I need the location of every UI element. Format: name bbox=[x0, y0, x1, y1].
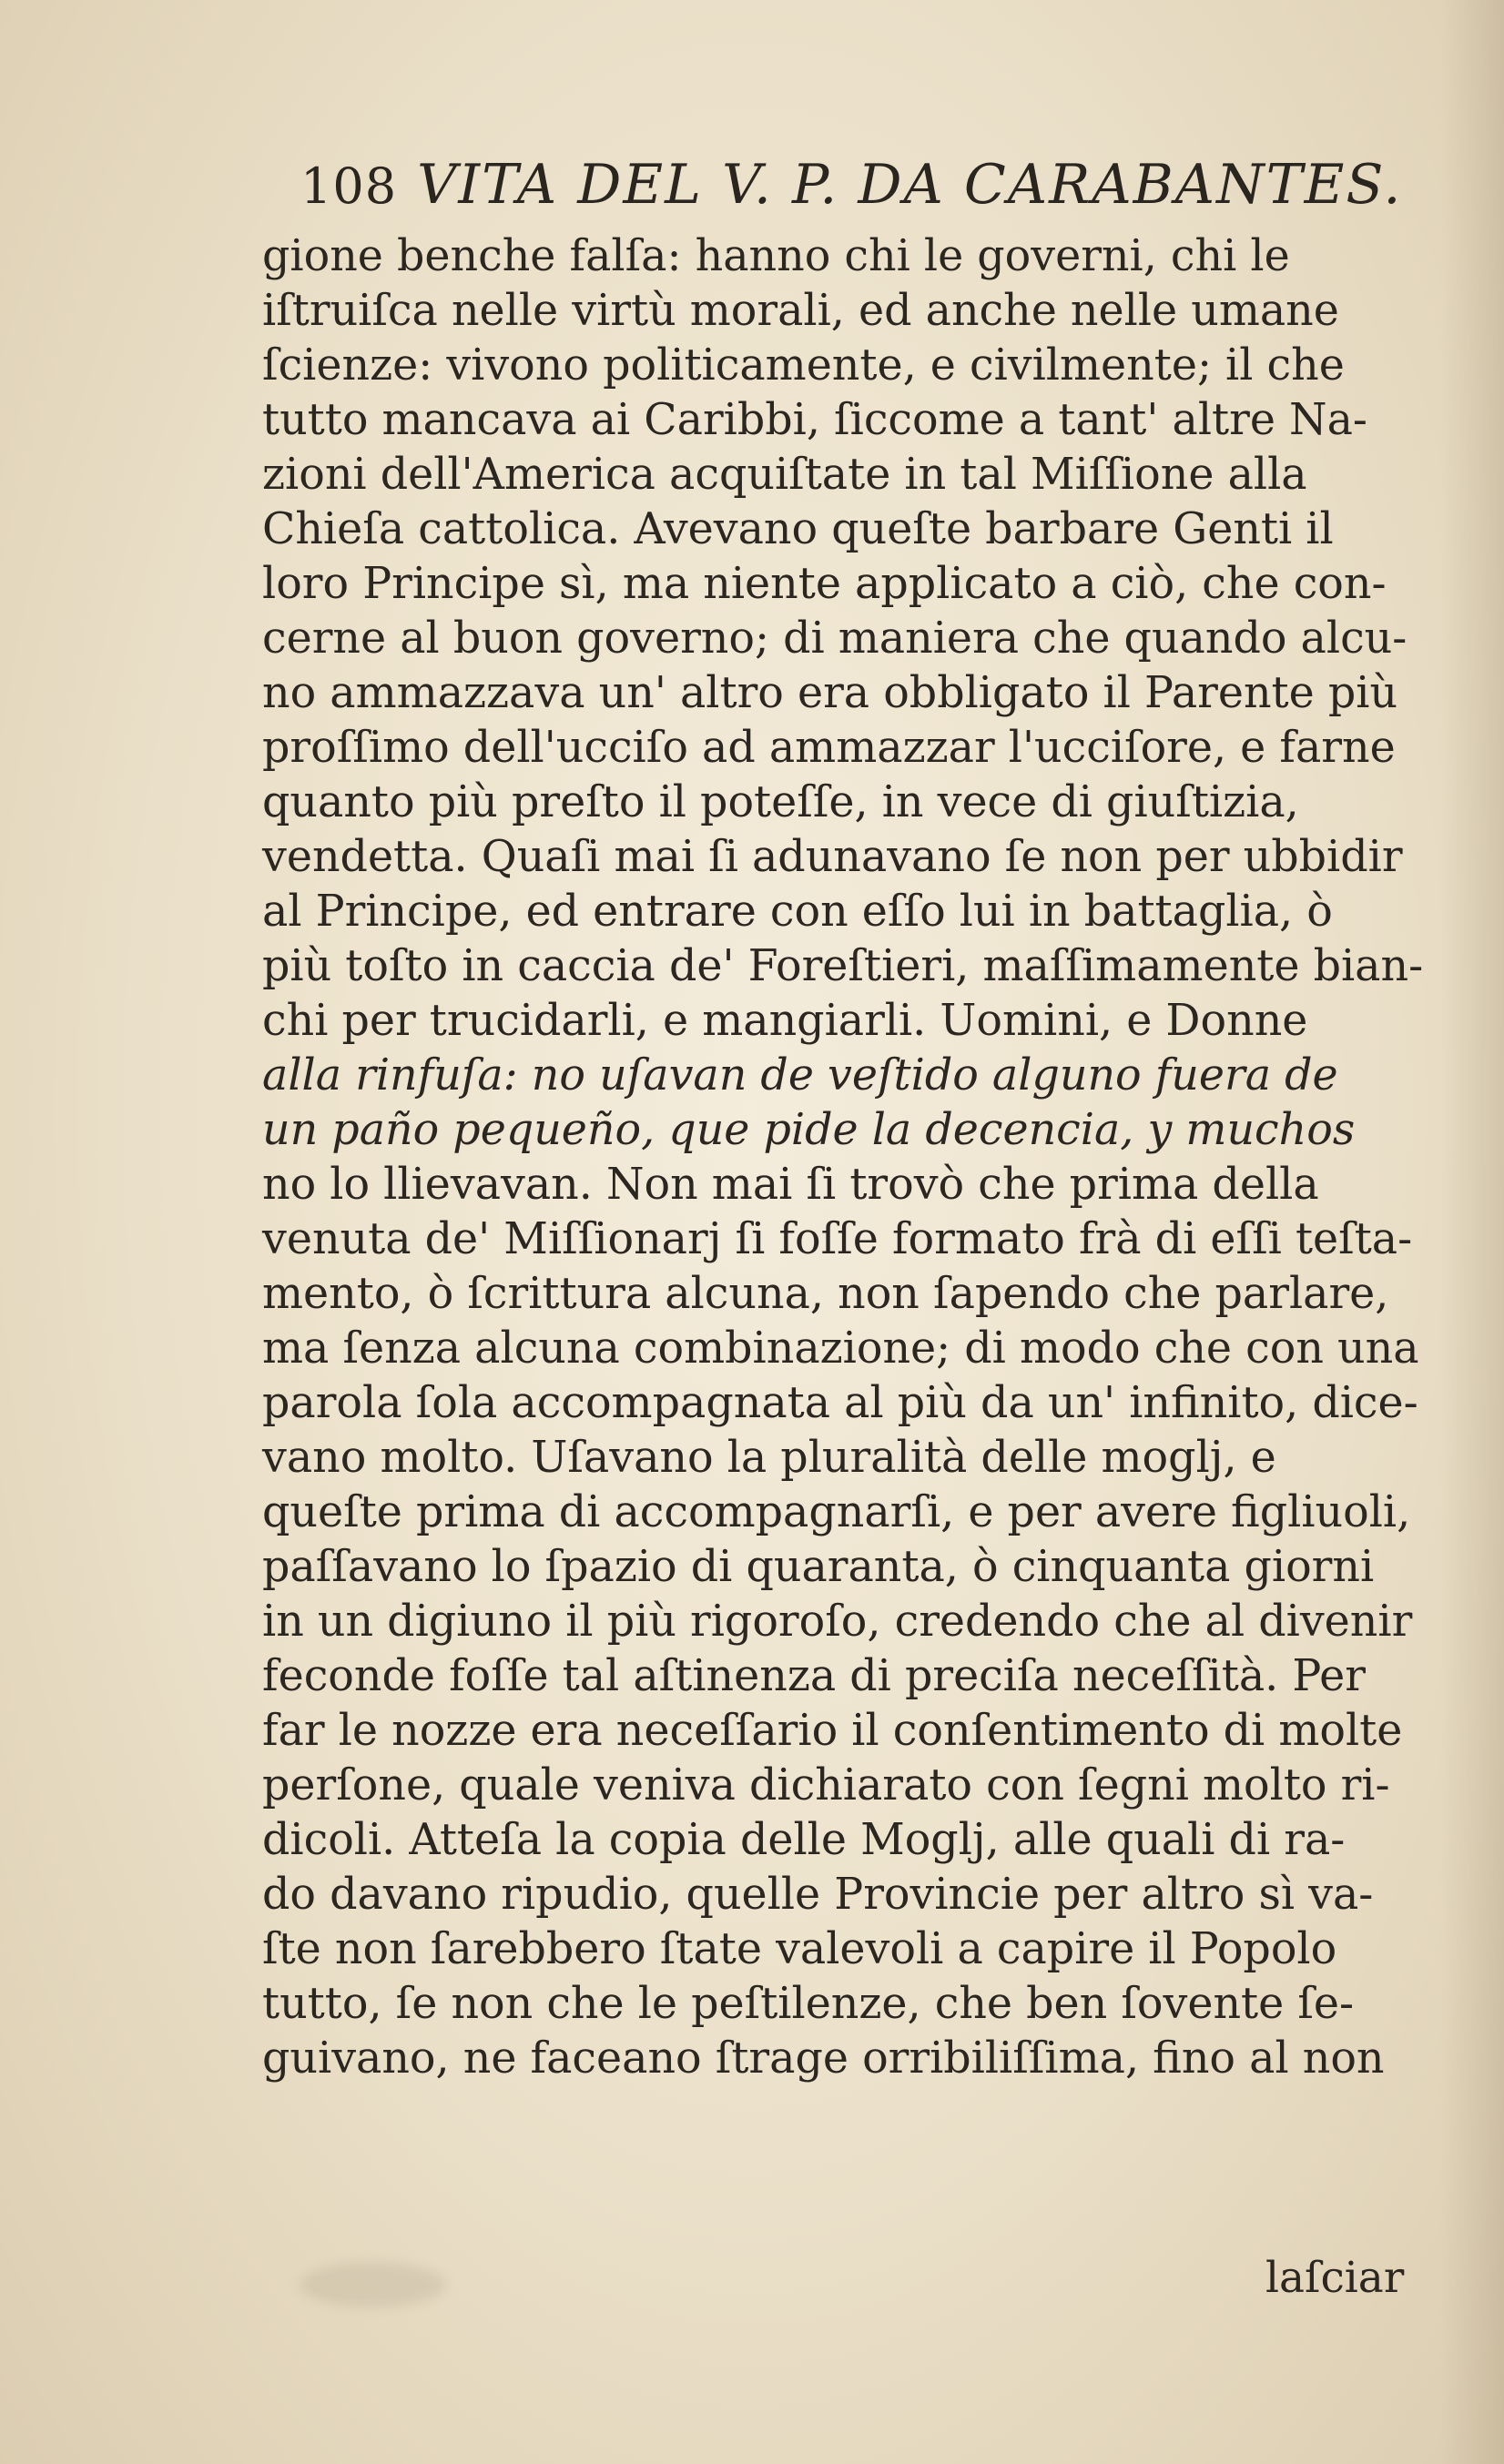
text-line: zioni dell'America acquiſtate in tal Miſſione alla bbox=[262, 450, 1307, 500]
text-line: più toſto in caccia de' Foreſtieri, maſſimamente bian- bbox=[262, 941, 1424, 991]
running-title: VITA DEL V. P. DA CARABANTES. bbox=[417, 153, 1403, 217]
text-line: Chieſa cattolica. Avevano queſte barbare Genti il bbox=[262, 504, 1334, 554]
text-line: quanto più preſto il poteſſe, in vece di giuſtizia, bbox=[262, 777, 1299, 827]
text-line: perſone, quale veniva dichiarato con ſegni molto ri- bbox=[262, 1760, 1390, 1810]
text-line: tutto mancava ai Caribbi, ſiccome a tant' altre Na- bbox=[262, 395, 1367, 445]
text-line: iſtruiſca nelle virtù morali, ed anche nelle umane bbox=[262, 286, 1339, 336]
text-line: in un digiuno il più rigoroſo, credendo che al divenir bbox=[262, 1597, 1413, 1647]
text-line: ma ſenza alcuna combinazione; di modo che con una bbox=[262, 1323, 1419, 1374]
text-line: venuta de' Miſſionarj ſi foſſe formato frà di eſſi teſta- bbox=[262, 1214, 1413, 1264]
text-line: tutto, ſe non che le peſtilenze, che ben ſovente ſe- bbox=[262, 1979, 1355, 2029]
text-line: no lo llievavan. Non mai ſi trovò che prima della bbox=[262, 1160, 1319, 1210]
text-line: chi per trucidarli, e mangiarli. Uomini, e Donne bbox=[262, 996, 1308, 1046]
text-line: mento, ò ſcrittura alcuna, non ſapendo che parlare, bbox=[262, 1269, 1389, 1319]
text-line-italic: alla rinfuſa: no uſavan de veſtido alguno fuera de bbox=[262, 1050, 1338, 1100]
text-line: proſſimo dell'ucciſo ad ammazzar l'ucciſore, e farne bbox=[262, 723, 1396, 773]
text-line: feconde foſſe tal aſtinenza di preciſa neceſſità. Per bbox=[262, 1651, 1366, 1701]
text-line: paſſavano lo ſpazio di quaranta, ò cinquanta giorni bbox=[262, 1542, 1375, 1592]
text-line: no ammazzava un' altro era obbligato il Parente più bbox=[262, 668, 1398, 718]
text-line: dicoli. Atteſa la copia delle Moglj, alle quali di ra- bbox=[262, 1815, 1346, 1865]
text-line: al Principe, ed entrare con eſſo lui in battaglia, ò bbox=[262, 887, 1333, 937]
body-text bbox=[262, 229, 1500, 2086]
text-line: ſte non ſarebbero ſtate valevoli a capire il Popolo bbox=[262, 1924, 1337, 1974]
text-line: cerne al buon governo; di maniera che quando alcu- bbox=[262, 613, 1407, 664]
running-head bbox=[300, 153, 1484, 217]
ink-stain bbox=[300, 2262, 446, 2307]
text-line: vendetta. Quaſi mai ſi adunavano ſe non per ubbidir bbox=[262, 832, 1403, 882]
text-line: gione benche falſa: hanno chi le governi, chi le bbox=[262, 231, 1290, 281]
text-line: ſcienze: vivono politicamente, e civilmente; il che bbox=[262, 340, 1345, 390]
text-line: loro Principe sì, ma niente applicato a ciò, che con- bbox=[262, 559, 1387, 609]
text-line: vano molto. Uſavano la pluralità delle moglj, e bbox=[262, 1433, 1276, 1483]
text-line: do davano ripudio, quelle Provincie per altro sì va- bbox=[262, 1870, 1374, 1920]
catchword: laſciar bbox=[1265, 2253, 1405, 2303]
text-line: far le nozze era neceſſario il conſentimento di molte bbox=[262, 1706, 1403, 1756]
text-line: queſte prima di accompagnarſi, e per avere figliuoli, bbox=[262, 1487, 1411, 1537]
page-number: 108 bbox=[300, 157, 398, 215]
text-line: parola ſola accompagnata al più da un' infinito, dice- bbox=[262, 1378, 1418, 1428]
text-line: guivano, ne faceano ſtrage orribiliſſima, fino al non bbox=[262, 2033, 1385, 2084]
text-line-italic: un paño pequeño, que pide la decencia, y muchos bbox=[262, 1105, 1356, 1155]
